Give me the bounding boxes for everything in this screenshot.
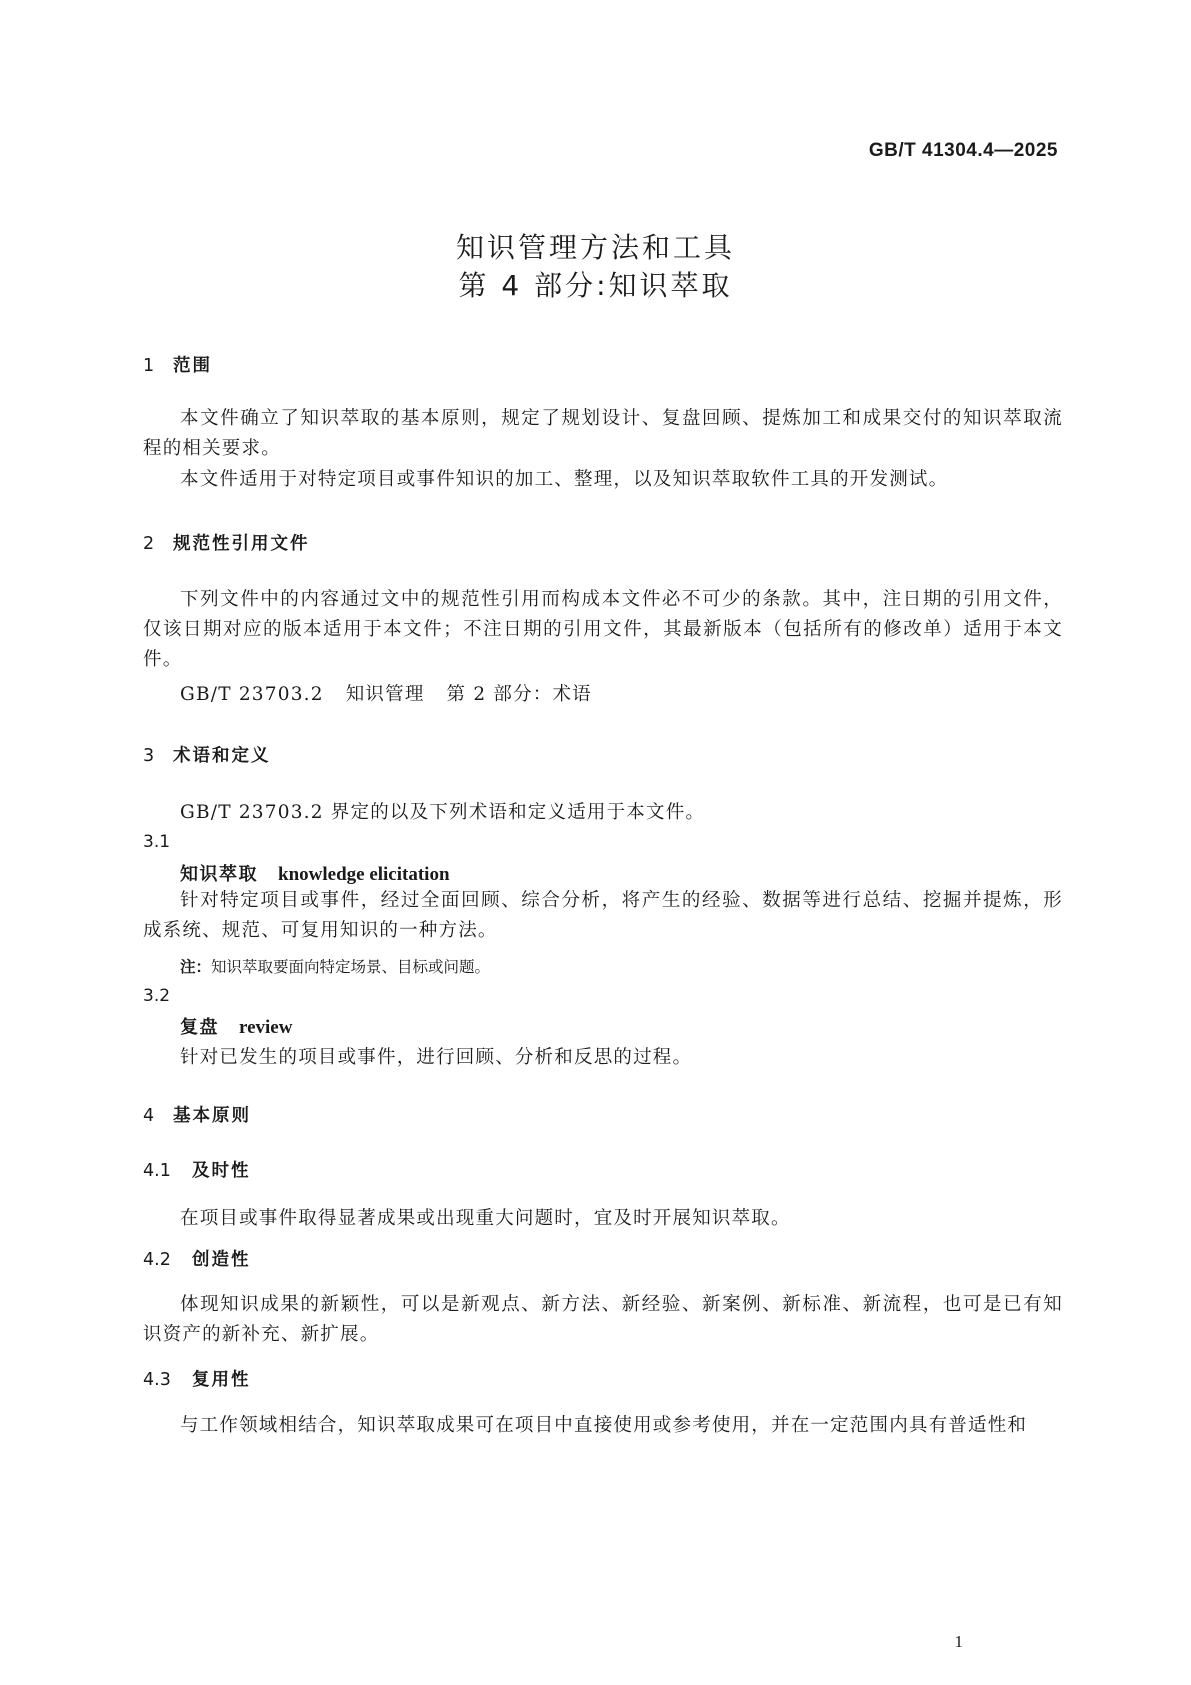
reference-title-part-2: 第 2 部分：术语 [446,684,592,705]
document-subtitle: 第 4 部分:知识萃取 [458,269,733,302]
section-title: 规范性引用文件 [173,534,310,554]
term-entry [180,860,450,886]
section-title: 范围 [173,356,212,376]
term-number: 3.1 [143,832,171,852]
subsection-4-3-text: 与工作领域相结合，知识萃取成果可在项目中直接使用或参考使用，并在一定范围内具有普适性和 [180,1415,1028,1436]
note-label: 注： [180,958,212,976]
subsection-4-1-heading [143,1157,251,1182]
term-definition: 针对特定项目或事件，经过全面回顾、综合分析，将产生的经验、数据等进行总结、挖掘并提炼，形成系统、规范、可复用知识的一种方法。 [143,890,1063,941]
subsection-title: 复用性 [192,1370,251,1390]
page-number: 1 [954,1632,963,1651]
subsection-title: 及时性 [192,1161,251,1181]
section-number: 4 [143,1106,155,1126]
term-definition: 针对已发生的项目或事件，进行回顾、分析和反思的过程。 [180,1047,693,1068]
term-entry [180,1013,292,1039]
section-number: 1 [143,356,155,376]
section-number: 3 [143,746,155,766]
section-2-heading [143,530,310,555]
section-title: 术语和定义 [173,746,271,766]
term-english: review [239,1017,293,1038]
section-number: 2 [143,534,155,554]
reference-code: GB/T 23703.2 [180,684,324,705]
standard-code: GB/T 41304.4—2025 [868,140,1058,161]
section-title: 基本原则 [173,1106,251,1126]
term-note [180,955,490,977]
reference-title-part-1: 知识管理 [345,684,425,705]
document-title: 知识管理方法和工具 [455,231,735,264]
term-english: knowledge elicitation [278,864,450,885]
section-3-intro: GB/T 23703.2 界定的以及下列术语和定义适用于本文件。 [180,802,706,823]
subsection-number: 4.2 [143,1250,171,1270]
subsection-4-2-heading [143,1246,251,1271]
term-chinese: 复盘 [180,1017,219,1038]
section-2-paragraph: 下列文件中的内容通过文中的规范性引用而构成本文件必不可少的条款。其中，注日期的引用文件，仅该日期对应的版本适用于本文件；不注日期的引用文件，其最新版本（包括所有的修改单）适用于本文件。 [143,589,1063,670]
section-1-heading [143,352,212,377]
subsection-4-1-text: 在项目或事件取得显著成果或出现重大问题时，宜及时开展知识萃取。 [180,1208,791,1229]
subsection-number: 4.1 [143,1161,171,1181]
term-number: 3.2 [143,986,171,1006]
note-text: 知识萃取要面向特定场景、目标或问题。 [211,958,491,976]
section-4-heading [143,1102,251,1127]
subsection-4-2-text: 体现知识成果的新颖性，可以是新观点、新方法、新经验、新案例、新标准、新流程，也可是已有知识资产的新补充、新扩展。 [143,1294,1063,1345]
subsection-4-3-heading [143,1366,251,1391]
term-chinese: 知识萃取 [180,864,258,885]
section-1-paragraph-2: 本文件适用于对特定项目或事件知识的加工、整理，以及知识萃取软件工具的开发测试。 [180,469,949,490]
section-3-heading [143,742,271,767]
subsection-title: 创造性 [192,1250,251,1270]
subsection-number: 4.3 [143,1370,171,1390]
normative-reference [180,680,592,706]
section-1-paragraph-1: 本文件确立了知识萃取的基本原则，规定了规划设计、复盘回顾、提炼加工和成果交付的知识萃取流程的相关要求。 [143,408,1063,459]
